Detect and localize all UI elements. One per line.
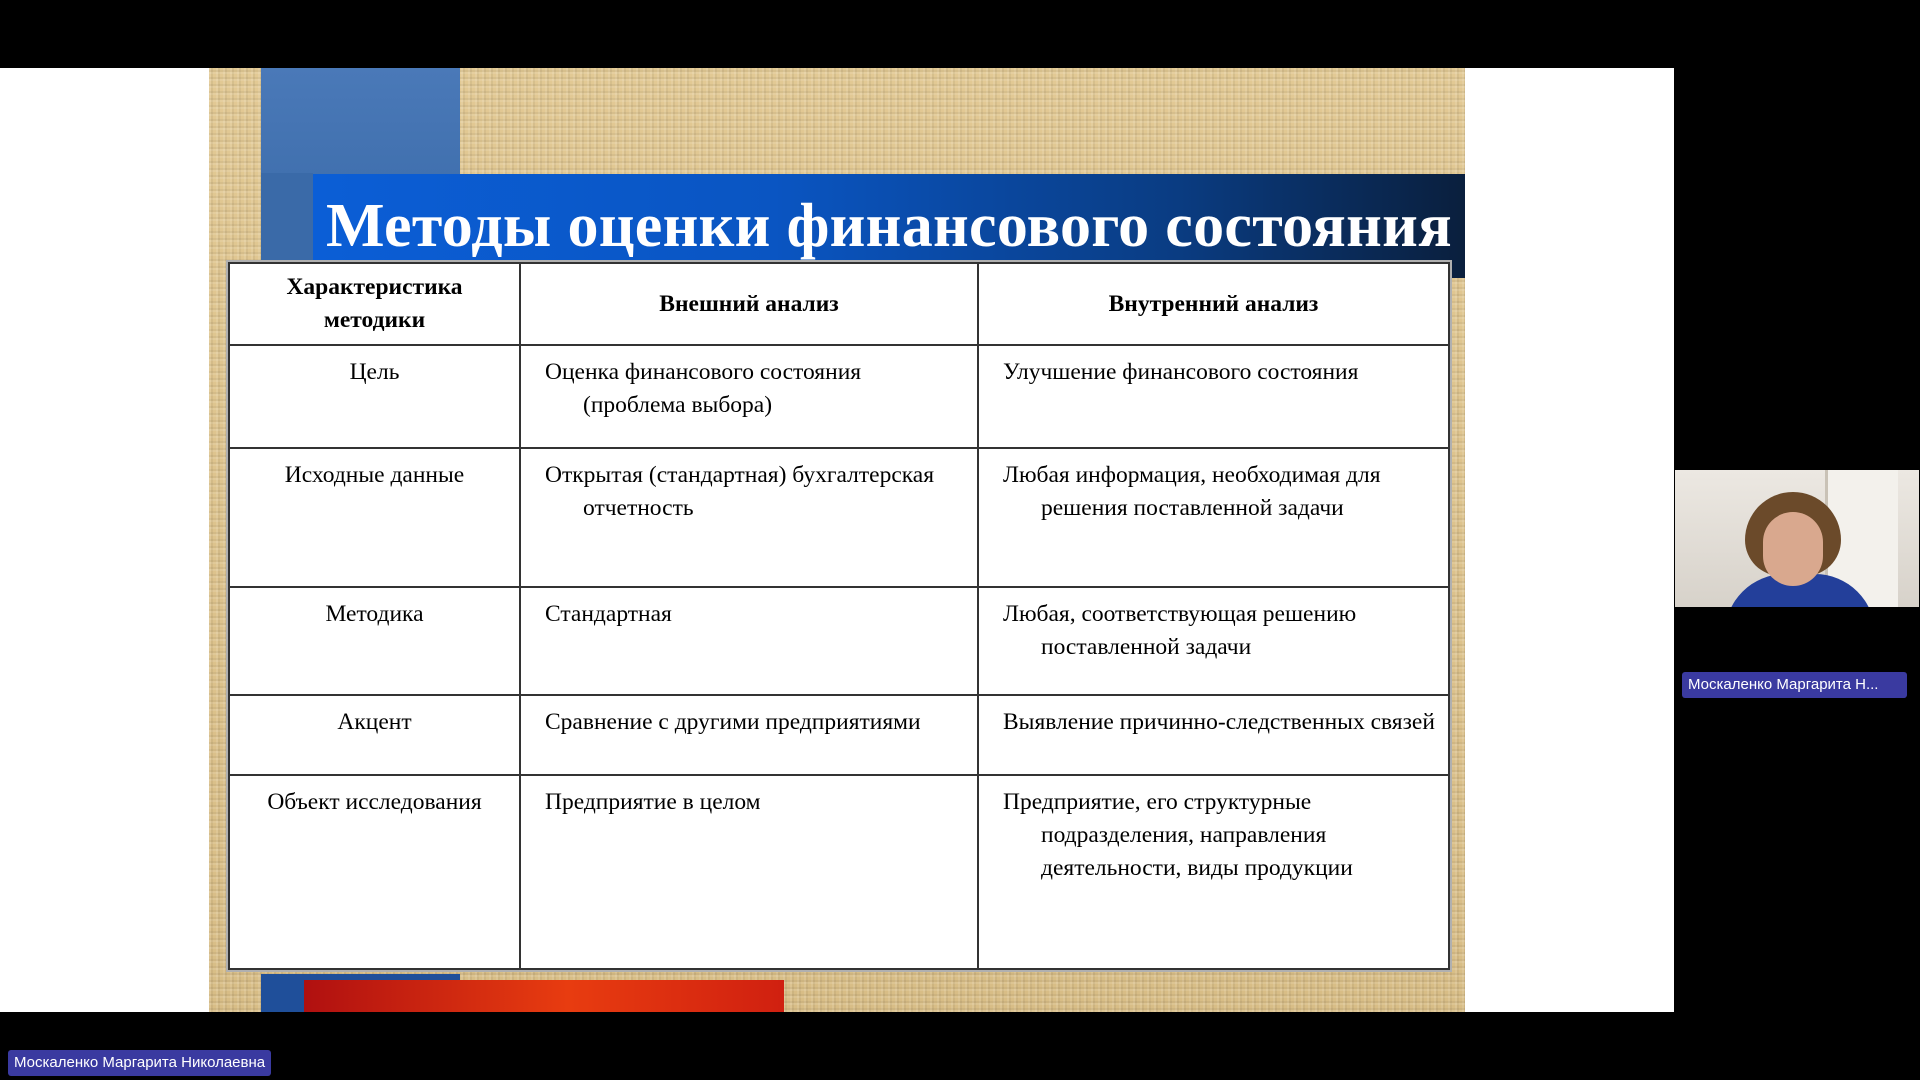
cell-text: Стандартная — [545, 601, 672, 627]
row-label: Исходные данные — [229, 448, 520, 587]
row-label: Цель — [229, 345, 520, 448]
cell-text: Любая информация, необходимая для решения поставленной задачи — [1003, 462, 1381, 521]
methods-table — [226, 260, 1452, 972]
cell-text: Выявление причинно-следственных связей — [1003, 709, 1435, 735]
participant-name-label: Москаленко Маргарита Н... — [1682, 672, 1907, 698]
row-label: Методика — [229, 587, 520, 695]
table-cell — [520, 587, 978, 695]
speaker-name-label: Москаленко Маргарита Николаевна — [8, 1050, 271, 1076]
table-cell — [978, 775, 1449, 969]
header-characteristic: Характеристика методики — [229, 263, 520, 345]
table-row — [229, 587, 1449, 695]
cell-text: Предприятие, его структурные подразделения, направления деятельности, виды продукции — [1003, 789, 1353, 881]
table-cell — [520, 695, 978, 775]
slide-title: Методы оценки финансового состояния — [326, 192, 1452, 260]
table-row — [229, 448, 1449, 587]
comparison-table — [228, 262, 1450, 970]
participant-video-thumbnail[interactable] — [1675, 470, 1919, 607]
table-cell — [520, 775, 978, 969]
table-cell — [520, 345, 978, 448]
table-row — [229, 345, 1449, 448]
table-cell — [978, 695, 1449, 775]
row-label: Объект исследования — [229, 775, 520, 969]
decor-red-bar — [304, 980, 784, 1012]
row-label: Акцент — [229, 695, 520, 775]
video-person-face — [1763, 512, 1823, 586]
table-header-row — [229, 263, 1449, 345]
cell-text: Сравнение с другими предприятиями — [545, 709, 921, 735]
table-cell — [978, 448, 1449, 587]
table-row — [229, 775, 1449, 969]
cell-text: Любая, соответствующая решению поставленной задачи — [1003, 601, 1357, 660]
table-cell — [520, 448, 978, 587]
presentation-slide — [209, 68, 1465, 1012]
table-cell — [978, 587, 1449, 695]
cell-text: Предприятие в целом — [545, 789, 761, 815]
header-external: Внешний анализ — [520, 263, 978, 345]
table-row — [229, 695, 1449, 775]
table-cell — [978, 345, 1449, 448]
cell-text: Открытая (стандартная) бухгалтерская отчетность — [545, 462, 935, 521]
cell-text: Улучшение финансового состояния — [1003, 359, 1359, 385]
cell-text: Оценка финансового состояния (проблема выбора) — [545, 359, 862, 418]
header-internal: Внутренний анализ — [978, 263, 1449, 345]
